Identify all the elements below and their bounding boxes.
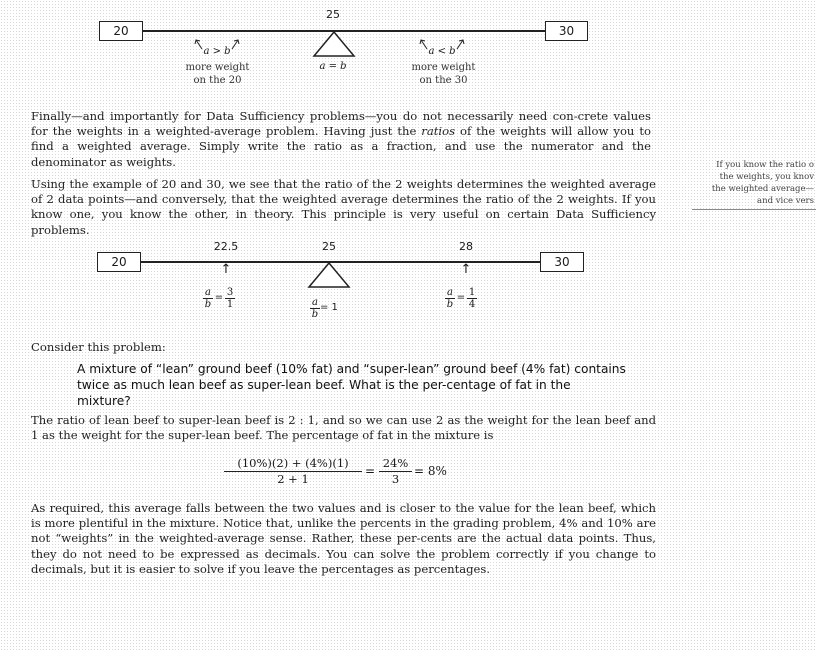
left-ratio-value: $\frac{3}{1}$	[226, 287, 234, 310]
fulcrum-triangle-icon	[307, 262, 351, 288]
equation-result: = 8%	[414, 464, 447, 478]
right-value-box: 30	[540, 252, 584, 272]
right-ratio-eq: =	[456, 292, 466, 303]
center-relation: a = b	[319, 61, 347, 72]
left-relation: a > b	[203, 46, 231, 57]
equation-equals: =	[364, 464, 376, 478]
paragraph-ratios: Finally—and importantly for Data Sufficiency problems—you do not necessarily need con-crete values for the weights in a weighted-average problem. Having just the ratios of the weights will allow you to find a weighted average. Simply write the ratio as a fraction, and use the numerator and the denominator as weights.	[31, 109, 651, 169]
consider-heading: Consider this problem:	[31, 340, 166, 354]
left-ratio-eq: =	[214, 292, 224, 303]
fulcrum-triangle-icon	[312, 31, 356, 57]
fulcrum-label: 25	[326, 8, 340, 21]
center-ratio-value: = 1	[320, 302, 338, 313]
margin-note-line1: If you know the ratio o	[716, 160, 814, 170]
right-ratio-ab: $\frac{a}{b}$	[446, 287, 454, 310]
left-value-box: 20	[97, 252, 141, 272]
center-ratio-ab: $\frac{a}{b}$	[311, 297, 319, 320]
right-relation: a < b	[428, 46, 456, 57]
left-note-line1: more weight	[185, 62, 250, 73]
left-arrow-icon: ↑	[220, 262, 232, 277]
right-value-box: 30	[545, 21, 588, 41]
left-value-box: 20	[99, 21, 143, 41]
equation-fraction-2: $\frac{24\%}{3}$	[379, 456, 412, 487]
right-arrow-icon: ↑	[460, 262, 472, 277]
emphasis-ratios: ratios	[421, 124, 456, 139]
problem-statement: A mixture of “lean” ground beef (10% fat) and “super-lean” ground beef (4% fat) contains twice as much lean beef as super-lean beef. What is the per-centage of fat in the mixture?	[77, 362, 626, 408]
margin-note-line2: the weights, you knov	[719, 172, 814, 182]
right-note-line2: on the 30	[419, 75, 468, 86]
margin-note-line3: the weighted average—	[711, 184, 814, 194]
margin-note-line4: and vice vers	[757, 196, 814, 206]
mark-right-label: 28	[459, 240, 473, 253]
left-note-line2: on the 20	[193, 75, 242, 86]
paragraph-example: Using the example of 20 and 30, we see that the ratio of the 2 weights determines the weighted average of 2 data points—and conversely, that the weighted average determines the ratio of the 2 weights. If you know one, you know the other, in theory. This principle is very useful on certain Data Sufficiency problems.	[31, 177, 656, 237]
right-ratio-value: $\frac{1}{4}$	[468, 287, 476, 310]
paragraph-conclusion: As required, this average falls between the two values and is closer to the value for the lean beef, which is more plentiful in the mixture. Notice that, unlike the percents in the grading problem, 4% and 10% are not “weights” in the weighted-average sense. Rather, these per-cents are the actual data points. Thus, they do not need to be expressed as decimals. You can solve the problem correctly if you change to decimals, but it is easier to solve if you leave the percentages as percentages.	[31, 501, 656, 576]
paragraph-ratio-weights: The ratio of lean beef to super-lean beef is 2 : 1, and so we can use 2 as the weight for the lean beef and 1 as the weight for the super-lean beef. The percentage of fat in the mixture is	[31, 413, 656, 443]
mark-left-label: 22.5	[213, 240, 239, 253]
mark-center-label: 25	[322, 240, 336, 253]
left-ratio-ab: $\frac{a}{b}$	[204, 287, 212, 310]
margin-note-rule	[692, 209, 816, 210]
equation-fraction-1: $\frac{(10\%)(2) + (4\%)(1)}{2 + 1}$	[224, 456, 362, 487]
right-note-line1: more weight	[411, 62, 476, 73]
